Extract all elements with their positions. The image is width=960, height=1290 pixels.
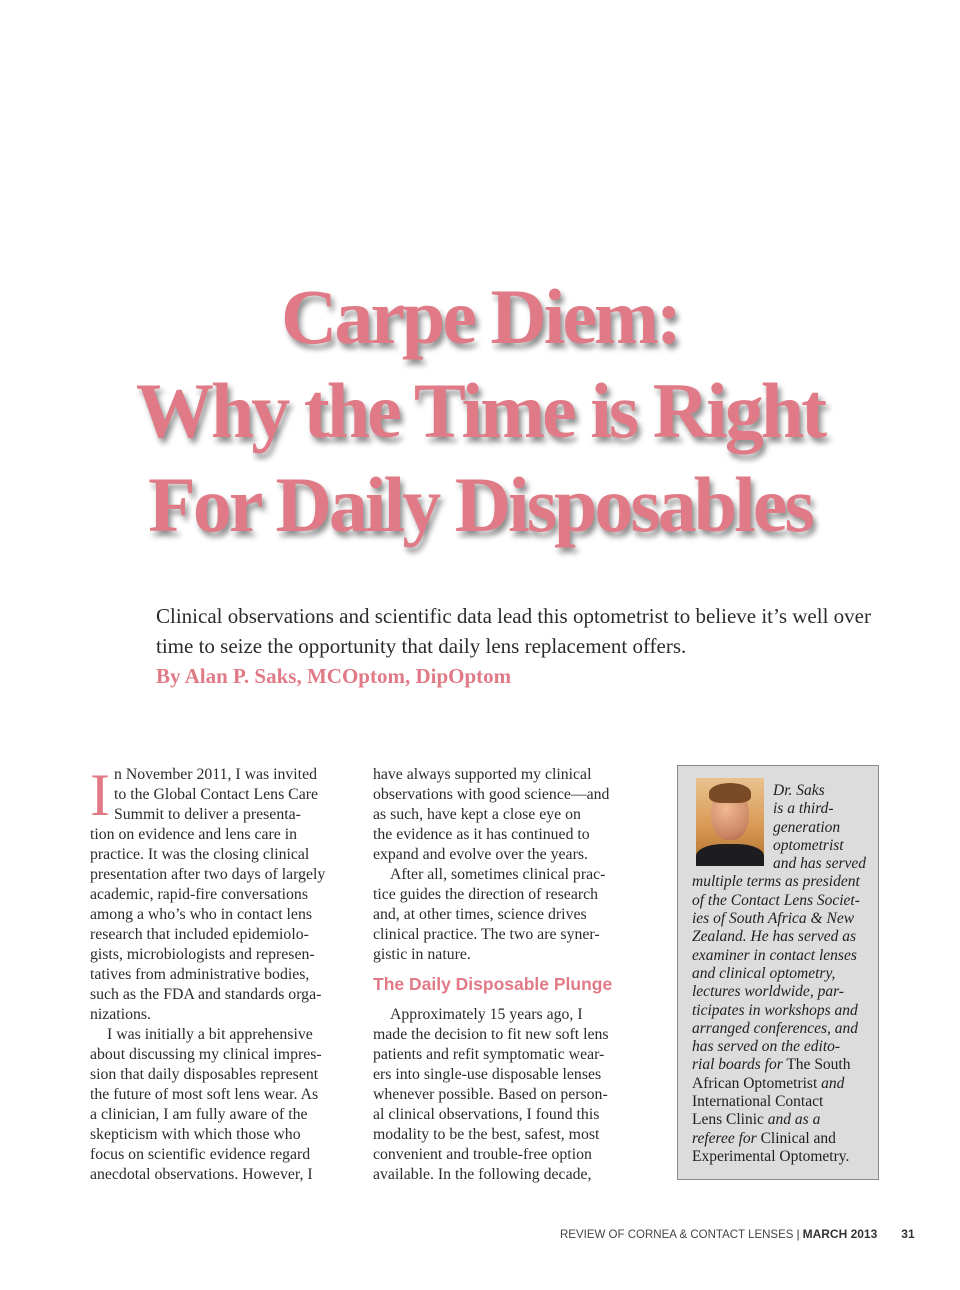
body-line: presentation after two days of largely [90,866,326,883]
drop-cap: I [90,762,110,828]
body-line: such as the FDA and standards orga- [90,986,322,1003]
author-bio-sidebar [677,765,879,1180]
bio-line [692,1056,878,1074]
body-line: al clinical observations, I found this [373,1106,600,1123]
body-line: and, at other times, science drives [373,906,587,923]
bio-publication-name: African Optometrist [692,1074,818,1092]
body-line: ers into single-use disposable lenses [373,1066,602,1083]
bio-line-part: rial boards for [692,1056,783,1074]
bio-publication-name: International Contact [692,1093,824,1111]
body-line: as such, have kept a close eye on [373,806,581,823]
bio-line-part: referee for [692,1129,757,1147]
headline-line-1: Carpe Diem: [280,273,680,360]
footer-publication: REVIEW OF CORNEA & CONTACT LENSES [560,1229,794,1241]
body-line: Approximately 15 years ago, I [390,1006,583,1023]
body-line: anecdotal observations. However, I [90,1166,313,1183]
body-line: observations with good science—and [373,786,610,803]
body-line: I was initially a bit apprehensive [107,1026,313,1043]
body-line: gistic in nature. [373,946,471,963]
body-line: tion on evidence and lens care in [90,826,298,843]
bio-line: of the Contact Lens Societ- [692,891,860,909]
body-line: whenever possible. Based on person- [373,1086,608,1103]
bio-publication-name: Lens Clinic [692,1111,764,1129]
body-line: n November 2011, I was invited [114,766,317,783]
bio-publication-name: Clinical and [760,1129,836,1147]
body-line: patients and refit symptomatic wear- [373,1046,605,1063]
page-footer [560,1227,915,1241]
bio-line: generation [773,818,841,836]
bio-line: ticipates in workshops and [692,1001,858,1019]
bio-line: and clinical optometry, [692,964,836,982]
bio-line: has served on the edito- [692,1038,841,1056]
body-line: clinical practice. The two are syner- [373,926,600,943]
body-line: convenient and trouble-free option [373,1146,592,1163]
body-line: among a who’s who in contact lens [90,906,312,923]
body-line: available. In the following decade, [373,1166,592,1183]
bio-line: optometrist [773,836,844,854]
body-line: Summit to deliver a presenta- [114,806,301,823]
bio-line: arranged conferences, and [692,1019,859,1037]
article-deck: Clinical observations and scientific data lead this optometrist to believe it’s well over time to seize the opportunity that daily lens replacement offers. [156,604,871,658]
body-line: research that included epidemiolo- [90,926,309,943]
bio-line: Dr. Saks [773,782,825,799]
body-line: the evidence as it has continued to [373,826,590,843]
body-line: After all, sometimes clinical prac- [390,866,606,883]
bio-publication-name: Experimental Optometry. [692,1147,850,1165]
footer-separator: | [796,1227,800,1241]
bio-line: multiple terms as president [692,873,860,891]
article-headline [0,270,960,552]
body-line: academic, rapid-fire conversations [90,886,308,903]
body-line: made the decision to fit new soft lens [373,1026,609,1043]
page-number: 31 [901,1227,915,1241]
bio-line: examiner in contact lenses [692,946,857,964]
bio-line: Zealand. He has served as [692,928,857,946]
body-line: gists, microbiologists and represen- [90,946,315,963]
body-line: nizations. [90,1006,151,1023]
body-line: about discussing my clinical impres- [90,1046,322,1063]
body-line: have always supported my clinical [373,766,592,783]
body-line: skepticism with which those who [90,1126,301,1143]
article-column-1 [90,762,358,1185]
body-line: tice guides the direction of research [373,886,599,903]
body-line: tatives from administrative bodies, [90,966,310,983]
article-column-2 [373,765,643,1185]
headline-line-3: For Daily Disposables [148,461,812,548]
bio-line: lectures worldwide, par- [692,983,844,1001]
section-subhead: The Daily Disposable Plunge [373,974,613,994]
headline-line-2: Why the Time is Right [135,367,825,454]
bio-line: and has served [773,855,866,873]
bio-line-part: and [821,1074,845,1092]
bio-line: ies of South Africa & New [692,910,855,928]
body-line: to the Global Contact Lens Care [114,786,318,803]
body-line: practice. It was the closing clinical [90,846,310,863]
body-line: expand and evolve over the years. [373,846,588,863]
bio-line-part: and as a [767,1111,821,1129]
body-line: the future of most soft lens wear. As [90,1086,319,1103]
bio-line [692,1075,878,1093]
article-byline: By Alan P. Saks, MCOptom, DipOptom [156,664,512,688]
body-line: a clinician, I am fully aware of the [90,1106,308,1123]
bio-line: is a third- [773,800,834,818]
bio-line [692,1130,878,1148]
bio-line [692,1111,878,1129]
body-line: modality to be the best, safest, most [373,1126,600,1143]
body-line: sion that daily disposables represent [90,1066,319,1083]
body-line: focus on scientific evidence regard [90,1146,311,1163]
footer-issue: MARCH 2013 [802,1227,878,1241]
author-bio-text [692,782,878,1166]
bio-publication-name: The South [786,1056,851,1074]
